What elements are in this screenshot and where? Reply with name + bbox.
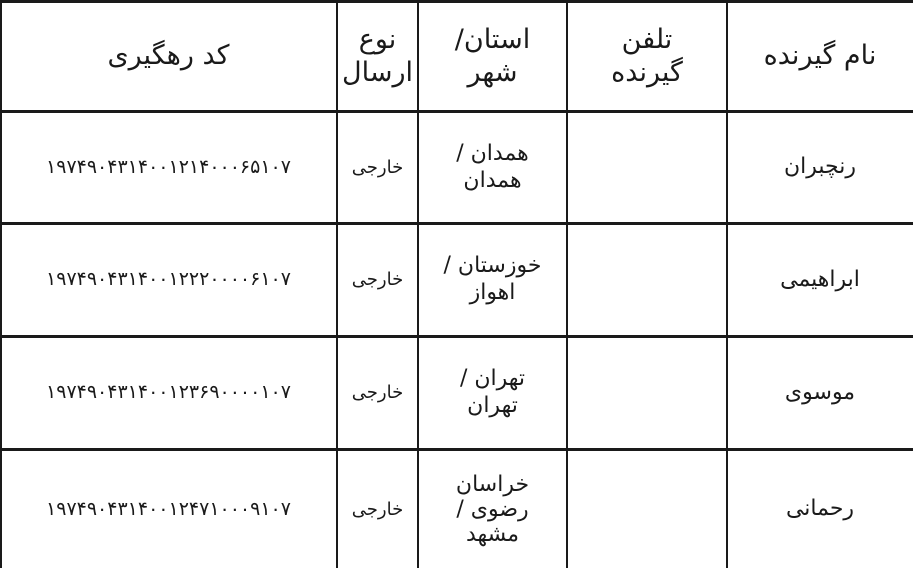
recipient-phone (567, 451, 727, 568)
recipient-name: رنچبران (784, 154, 856, 180)
recipient-name: ابراهیمی (780, 266, 860, 292)
tracking-code: ۱۹۷۴۹۰۴۳۱۴۰۰۱۲۲۲۰۰۰۰۶۱۰۷ (46, 268, 291, 291)
province-city: خوزستان / اهواز (443, 253, 542, 305)
recipient-phone (567, 338, 727, 448)
header-recipient-phone: تلفن گیرنده (611, 23, 683, 88)
recipient-phone (567, 113, 727, 222)
recipient-name: رحمانی (785, 496, 855, 522)
shipping-type: خارجی (351, 269, 404, 291)
tracking-code: ۱۹۷۴۹۰۴۳۱۴۰۰۱۲۴۷۱۰۰۰۹۱۰۷ (46, 497, 291, 520)
header-recipient-name: نام گیرنده (763, 40, 877, 72)
province-city: تهران / تهران (459, 366, 526, 418)
header-shipping-type: نوع ارسال (341, 23, 413, 88)
header-province-city: استان/ شهر (454, 23, 531, 88)
header-tracking-code: کد رهگیری (107, 40, 230, 72)
shipping-type: خارجی (351, 498, 404, 520)
shipping-type: خارجی (351, 156, 404, 178)
province-city: خراسان رضوی / مشهد (455, 471, 530, 548)
province-city: همدان / همدان (456, 140, 529, 193)
recipient-phone (567, 225, 727, 335)
tracking-code: ۱۹۷۴۹۰۴۳۱۴۰۰۱۲۱۴۰۰۰۶۵۱۰۷ (46, 155, 291, 178)
tracking-code: ۱۹۷۴۹۰۴۳۱۴۰۰۱۲۳۶۹۰۰۰۰۱۰۷ (46, 381, 291, 404)
recipient-name: موسوی (784, 379, 856, 405)
shipping-type: خارجی (351, 382, 404, 404)
